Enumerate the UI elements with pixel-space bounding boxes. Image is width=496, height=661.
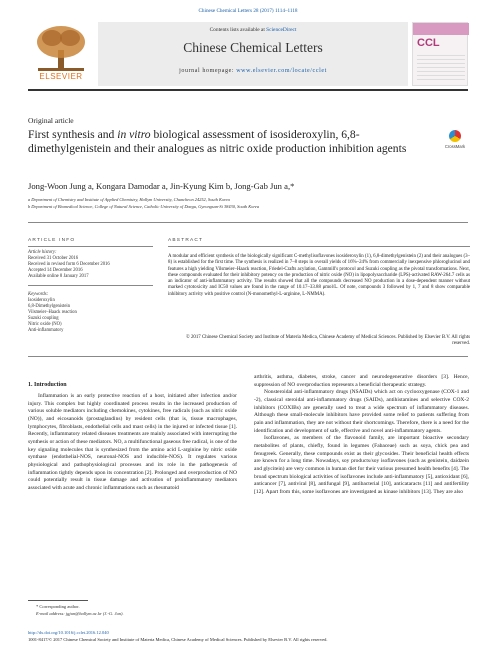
journal-reference[interactable]: Chinese Chemical Letters 28 (2017) 1114–1118 [198, 8, 298, 14]
keywords-rule [28, 285, 153, 286]
title-part-1: First synthesis and [28, 128, 118, 141]
keyword-item: Vilsmeier–Haack reaction [28, 310, 77, 315]
issn-line: 1001-8417/© 2017 Chinese Chemical Society and Institute of Materia Medica, Chinese Academy of Medical Sciences. Published by Elsevier B.V. All rights reserved. [28, 637, 328, 642]
crossmark-icon [449, 130, 461, 142]
keyword-item: Isosideroxylin [28, 298, 55, 303]
journal-title: Chinese Chemical Letters [183, 40, 323, 55]
abstract-label: ABSTRACT [168, 238, 204, 243]
abstract-rule [168, 246, 470, 247]
contents-prefix: Contents lists available at [209, 27, 267, 33]
history-label: Article history: [28, 250, 57, 255]
keyword-item: Nitric oxide (NO) [28, 322, 62, 327]
body-paragraph: Isoflavones, as members of the flavonoid family, are important bioactive secondary metabolites of plants, chiefly, found in legumes (Fabaceae) such as soya, chick pea and fenugreek. Generally, these compounds exist as their glycosides. Their beneficial health effects are known for a long time. Nowadays, soy products/soy isoflavones (such as genistein, daidzein and glycitein) are very common in human diet for their various presumed health benefits [4]. The broad spectrum biological activities of isoflavones include anti-inflammatory [5], antioxidant [6], anticancer [7], antiviral [8], antifungal [9], antibacterial [10], anticataracts [11] and antifertility [12]. Apart from this, some isoflavones are investigated as kinase inhibitors [13]. They are also [254, 435, 469, 495]
keyword-item: Anti-inflammatory [28, 328, 64, 333]
homepage-link[interactable]: www.elsevier.com/locate/cclet [236, 68, 327, 74]
body-column-2 [254, 374, 469, 497]
history-online: Available online 8 January 2017 [28, 274, 89, 279]
history-received: Received 31 October 2016 [28, 256, 79, 261]
affiliation-b: b Department of Biomedical Science, College of Natural Science, Catholic University of Daegu, Gyeongsan-Si 38430, South Korea [28, 204, 260, 209]
body-paragraph: arthritis, asthma, diabetes, stroke, cancer and neurodegenerative disorders [3]. Hence, suppression of NO overproduction represents a beneficial therapeutic strategy. [254, 374, 469, 388]
journal-cover [412, 22, 468, 86]
crossmark-badge[interactable] [440, 130, 470, 156]
article-info-rule [28, 246, 153, 247]
abstract-copyright: © 2017 Chinese Chemical Society and Institute of Materia Medica, Chinese Academy of Medical Sciences. Published by Elsevier B.V. All rights reserved. [186, 335, 470, 347]
body-paragraph: Nonsteroidal anti-inflammatory drugs (NSAIDs) which act on cyclooxygenase (COX-1 and -2), classical steroidal anti-inflammatory drugs (SAIDs), antihistamines and selective COX-2 inhibitors (COXIBs) are generally used to treat a wide spectrum of inflammatory diseases. Although these small-molecule inhibitors have provided some relief to patients suffering from pain and inflammation, they are not without their shortcomings. Therefore, there is a need for the identification and development of safe, effective and novel anti-inflammatory agents. [254, 389, 469, 434]
article-info-label: ARTICLE INFO [28, 238, 76, 243]
title-italic: in vitro [117, 128, 151, 141]
keyword-item: Suzuki coupling [28, 316, 59, 321]
history-revised: Received in revised form 6 December 2016 [28, 262, 110, 267]
keyword-item: 6,8-Dimethylgenistein [28, 304, 71, 309]
corresponding-author-note: * Corresponding author. [36, 604, 80, 609]
contents-line [98, 27, 408, 33]
homepage-prefix: journal homepage: [179, 68, 237, 74]
cover-band [413, 23, 469, 35]
corresponding-email[interactable]: E-mail address: jgjun@hallym.ac.kr (J.-G. Jun). [36, 611, 124, 616]
abstract-bottom-rule [28, 356, 468, 357]
crossmark-label: CrossMark [444, 144, 466, 149]
elsevier-tree-icon [34, 24, 88, 72]
title-part-2: biological assessment of isosiderоxylin, 6,8-dimethylgenistein and their analogues as nitric oxide production inhibition agents [28, 128, 407, 155]
footnote-rule [28, 600, 88, 601]
elsevier-wordmark: ELSEVIER [39, 72, 83, 81]
elsevier-logo [28, 22, 94, 84]
affiliation-a: a Department of Chemistry and Institute of Applied Chemistry, Hallym University, Chuncheon 24252, South Korea [28, 197, 230, 202]
abstract-text: A modular and efficient synthesis of the biologically significant C-methylisoflavones isosideroxylin (1), 6,8-dimethylgenistein (2) and their analogues (3–8) is established for the first time. The synthesis is realized in 7–8 steps in overall yields of 16%–24% from commercially inexpensive phloroglucinol and features a high yielding Vilsmeier–Haack reaction, Friedel-Crafts acylation, Gammill's protocol and Suzuki coupling as the pivotal transformations. Next, these compounds evaluated for their inhibitory potency on the production of nitric oxide (NO) in lipopolysaccharide (LPS)-activated RAW-264.7 cells as an indicator of anti-inflammatory activity. The results showed that all the compounds decreased NO production in a dose-dependent manner without marked cytotoxicity and IC50 values are found in the range of 10.17–33.88 μmol/L. Of note, compounds 3 followed by 1, 7 and 8 show comparable inhibitory activity with positive control (N-monomethyl-L-arginine, L-NMMA). [168, 254, 470, 297]
introduction-heading: 1. Introduction [28, 382, 67, 388]
article-type: Original article [28, 116, 74, 125]
affiliation-rule [28, 222, 468, 223]
history-accepted: Accepted 14 December 2016 [28, 268, 83, 273]
author-list: Jong-Woon Jung a, Kongara Damodar a, Jin-Kyung Kim b, Jong-Gab Jun a,* [28, 181, 295, 191]
article-title [28, 128, 436, 156]
cover-label: CCL [417, 37, 440, 49]
keywords-label: Keywords: [28, 292, 49, 297]
doi-link[interactable]: http://dx.doi.org/10.1016/j.cclet.2016.12.040 [28, 630, 109, 635]
cover-lines [417, 55, 465, 83]
body-column-1: Inflammation is an early protective reaction of a host, initiated after infection and/or injury. This complex but highly coordinated process results in the increased production of various soluble mediators including chemokines, cytokines, free radicals (such as nitric oxide (NO)), and eicosanoids (prostaglandins) by resident cells (that is, tissue macrophages, lymphocytes, fibroblasts, endothelial cells and mast cells) in the injured or infected tissue [1]. Recently, inflammatory related diseases treatments are mainly associated with interrupting the synthesis or action of these mediators. NO, a multifunctional gaseous free radical, is one of the key signaling molecules that is synthesized from the amino acid L-arginine by nitric oxide synthase (endothelial-NOS, neuronal-NOS and inducible-NOS). It regulates various physiological and pathophysiological processes and its role in the pathogenesis of inflammation tightly depends upon its concentration [2]. Prolonged and overproduction of NO could potentially result in tissue damage and activation of proinflammatory mediators associated with acute and chronic inflammations such as rheumatoid [28, 393, 237, 491]
journal-homepage [98, 68, 408, 74]
header-rule [28, 89, 468, 91]
sciencedirect-link[interactable]: ScienceDirect [266, 27, 297, 33]
